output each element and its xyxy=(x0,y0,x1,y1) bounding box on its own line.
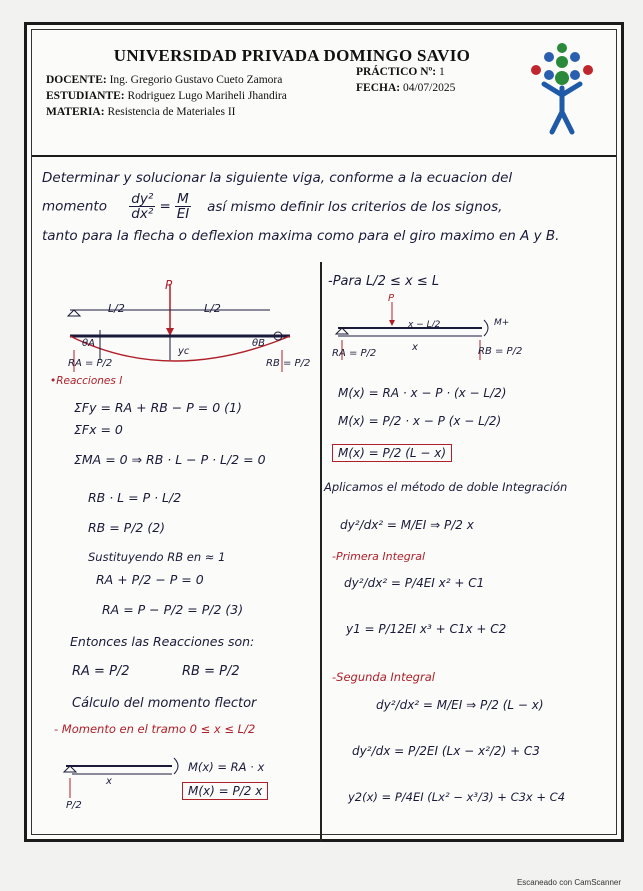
half-left-label: L/2 xyxy=(108,302,125,315)
right-diagram-m: M+ xyxy=(494,318,510,328)
university-logo xyxy=(522,40,602,140)
scanner-footer: Escaneado con CamScanner xyxy=(516,878,621,887)
reacciones-label: •Reacciones I xyxy=(50,375,123,387)
column-divider xyxy=(320,262,322,842)
right-diagram-ra: RA = P/2 xyxy=(332,348,377,359)
right-eq-1: M(x) = RA · x − P · (x − L/2) xyxy=(338,386,507,400)
statement-line-3: tanto para la flecha o deflexion maxima como para el giro maximo en A y B. xyxy=(42,228,560,244)
right-eq-5: dy²/dx² = M/EI ⇒ P/2 x xyxy=(340,518,474,532)
right-eq-10: dy²/dx² = M/EI ⇒ P/2 (L − x) xyxy=(376,698,544,712)
fecha-label: FECHA: xyxy=(356,82,401,94)
header-left-meta xyxy=(46,72,287,120)
beam-diagram xyxy=(60,276,310,386)
right-diagram-rb: RB = P/2 xyxy=(478,346,523,357)
left-eq-10a: RA = P/2 xyxy=(72,664,130,679)
yc-label: yc xyxy=(178,346,190,357)
header xyxy=(32,30,616,157)
left-eq-5: RB = P/2 (2) xyxy=(88,520,166,535)
fecha-value: 04/07/2025 xyxy=(402,82,456,94)
section-diagram xyxy=(62,752,182,802)
docente-value: Ing. Gregorio Gustavo Cueto Zamora xyxy=(109,74,283,86)
right-title: -Para L/2 ≤ x ≤ L xyxy=(328,274,440,289)
estudiante-value: Rodriguez Lugo Mariheli Jhandira xyxy=(127,90,287,102)
left-eq-12: - Momento en el tramo 0 ≤ x ≤ L/2 xyxy=(54,722,256,736)
left-eq-6: Sustituyendo RB en ≈ 1 xyxy=(88,550,226,564)
left-eq-1: ΣFy = RA + RB − P = 0 (1) xyxy=(74,400,242,415)
right-eq-6: -Primera Integral xyxy=(332,550,426,563)
load-label: P xyxy=(165,278,173,292)
university-title: UNIVERSIDAD PRIVADA DOMINGO SAVIO xyxy=(113,46,471,65)
statement-derivative: $\frac{\text{dy²}}{\text{dx²}}$ xyxy=(131,191,154,222)
right-eq-2: M(x) = P/2 · x − P (x − L/2) xyxy=(338,414,502,428)
statement-line-2: momento $\frac{\text{dy²}}{\text{dx²}}$ = $\frac{M}{EI}$ así mismo definir los criterios de los signos, xyxy=(42,191,503,222)
right-eq-12: y2(x) = P/4EI (Lx² − x³/3) + C3x + C4 xyxy=(348,790,566,804)
statement-signos: así mismo definir los criterios de los signos, xyxy=(207,198,503,215)
left-eq-9: Entonces las Reacciones son: xyxy=(70,634,255,649)
section-x-label: x xyxy=(106,776,112,787)
right-eq-11: dy²/dx = P/2EI (Lx − x²/2) + C3 xyxy=(352,744,540,758)
left-eq-11: Cálculo del momento flector xyxy=(72,696,257,711)
left-eq-13: M(x) = RA · x xyxy=(188,760,265,774)
section-p-label: P/2 xyxy=(66,800,82,811)
right-eq-9: -Segunda Integral xyxy=(332,670,435,684)
left-eq-10b: RB = P/2 xyxy=(182,664,240,679)
rb-diagram-label: RB = P/2 xyxy=(266,358,311,369)
right-diagram-p: P xyxy=(388,293,395,304)
left-eq-4: RB · L = P · L/2 xyxy=(88,490,182,505)
right-eq-4: Aplicamos el método de doble Integración xyxy=(324,480,568,494)
inner-frame xyxy=(31,29,617,835)
practico-value: 1 xyxy=(439,66,445,78)
statement-line-1: Determinar y solucionar la siguiente viga, conforme a la ecuacion del xyxy=(42,170,513,186)
statement-m-over-ei: $\frac{M}{EI}$ xyxy=(176,191,190,222)
practico-label: PRÁCTICO Nº: xyxy=(356,66,437,78)
statement-momento: momento xyxy=(42,198,107,215)
half-right-label: L/2 xyxy=(204,302,221,315)
theta-b-label: θB xyxy=(252,338,265,349)
left-eq-2: ΣFx = 0 xyxy=(74,422,123,437)
ra-diagram-label: RA = P/2 xyxy=(68,358,113,369)
estudiante-label: ESTUDIANTE: xyxy=(46,90,125,102)
docente-label: DOCENTE: xyxy=(46,74,107,86)
theta-a-label: θA xyxy=(82,338,95,349)
left-eq-3: ΣMA = 0 ⇒ RB · L − P · L/2 = 0 xyxy=(74,452,266,467)
materia-value: Resistencia de Materiales II xyxy=(107,106,236,118)
right-diagram-xl: x − L/2 xyxy=(408,320,441,330)
worksheet-page xyxy=(24,22,624,842)
right-eq-7: dy²/dx² = P/4EI x² + C1 xyxy=(344,576,485,590)
right-diagram-x: x xyxy=(412,342,418,353)
left-eq-14: M(x) = P/2 x xyxy=(182,782,268,800)
right-eq-8: y1 = P/12EI x³ + C1x + C2 xyxy=(346,622,507,636)
left-eq-7: RA + P/2 − P = 0 xyxy=(96,572,204,587)
left-eq-8: RA = P − P/2 = P/2 (3) xyxy=(102,602,244,617)
header-right-meta xyxy=(356,64,455,96)
materia-label: MATERIA: xyxy=(46,106,105,118)
right-eq-3: M(x) = P/2 (L − x) xyxy=(332,444,452,462)
